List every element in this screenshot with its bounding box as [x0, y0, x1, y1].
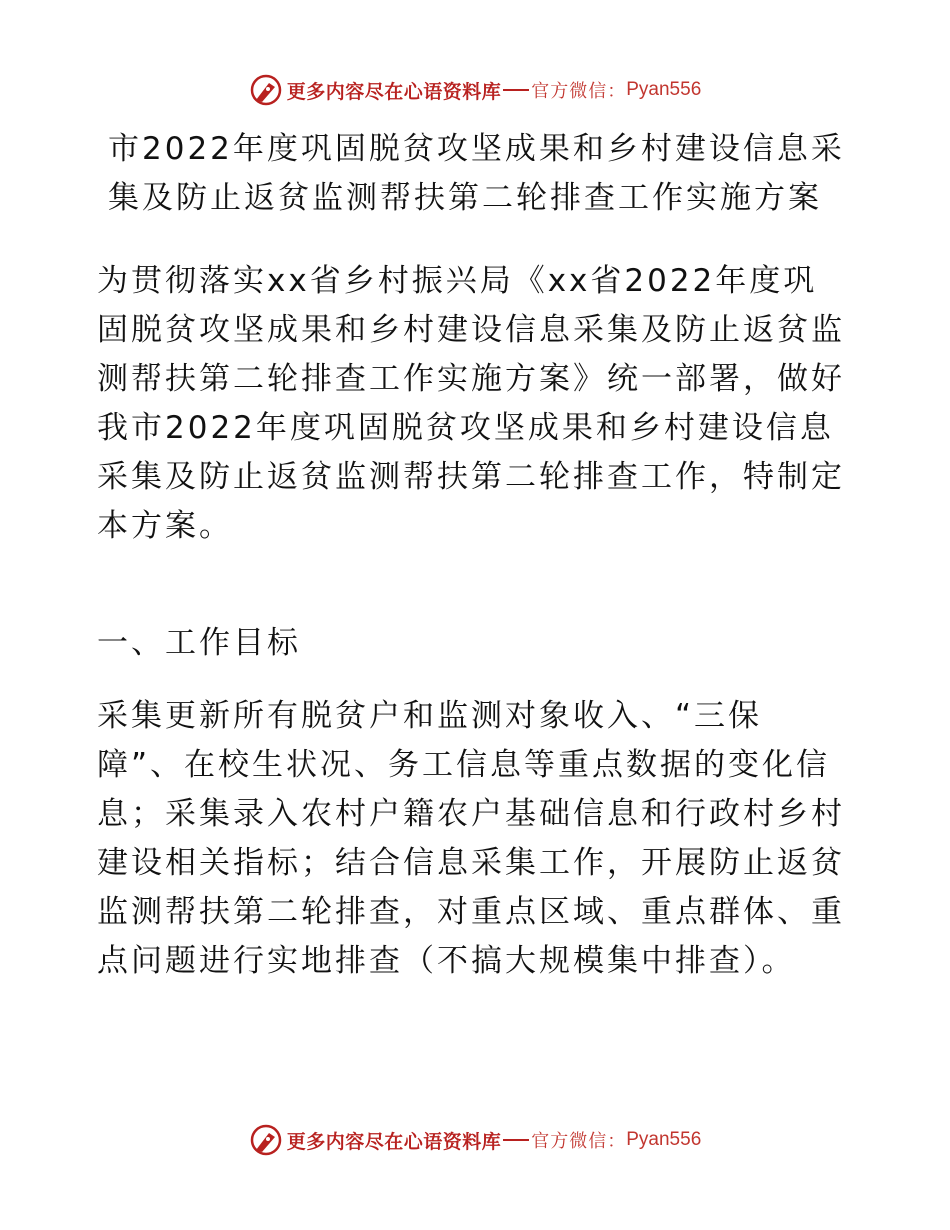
paragraph-line: 固脱贫攻坚成果和乡村建设信息采集及防止返贫监	[97, 312, 845, 348]
document-title	[108, 125, 868, 223]
title-line: 市2022年度巩固脱贫攻坚成果和乡村建设信息采	[108, 131, 845, 167]
paragraph-line: 障”、在校生状况、务工信息等重点数据的变化信	[97, 747, 831, 783]
watermark-site-text: 更多内容尽在心语资料库	[286, 80, 502, 103]
watermark-site-text: 更多内容尽在心语资料库	[286, 1130, 502, 1153]
paragraph-line: 本方案。	[97, 508, 233, 544]
paragraph-line: 为贯彻落实xx省乡村振兴局《xx省2022年度巩	[97, 263, 818, 299]
section-heading-text: 一、工作目标	[97, 625, 301, 661]
watermark-handle: Pyan556	[626, 79, 702, 100]
paragraph-line: 测帮扶第二轮排查工作实施方案》统一部署，做好	[97, 361, 845, 397]
paragraph-line: 我市2022年度巩固脱贫攻坚成果和乡村建设信息	[97, 410, 834, 446]
pen-nib-icon	[249, 73, 283, 107]
title-line: 集及防止返贫监测帮扶第二轮排查工作实施方案	[108, 180, 822, 216]
watermark-handle: Pyan556	[626, 1129, 702, 1150]
watermark-banner-bottom	[0, 1122, 950, 1158]
watermark-banner-top	[0, 72, 950, 108]
watermark-official-text: 官方微信：	[531, 1131, 627, 1152]
paragraph-line: 监测帮扶第二轮排查，对重点区域、重点群体、重	[97, 894, 845, 930]
paragraph-line: 点问题进行实地排查（不搞大规模集中排查）。	[97, 943, 796, 979]
paragraph-goals	[97, 692, 857, 986]
paragraph-line: 息；采集录入农村户籍农户基础信息和行政村乡村	[97, 796, 845, 832]
paragraph-line: 采集及防止返贫监测帮扶第二轮排查工作，特制定	[97, 459, 845, 495]
paragraph-intro	[97, 257, 857, 551]
pen-nib-icon	[249, 1123, 283, 1157]
section-heading	[97, 619, 857, 668]
paragraph-line: 采集更新所有脱贫户和监测对象收入、“三保	[97, 698, 763, 734]
watermark-official-text: 官方微信：	[531, 81, 627, 102]
watermark-dash	[503, 1139, 529, 1141]
watermark-dash	[503, 89, 529, 91]
paragraph-line: 建设相关指标；结合信息采集工作，开展防止返贫	[97, 845, 845, 881]
